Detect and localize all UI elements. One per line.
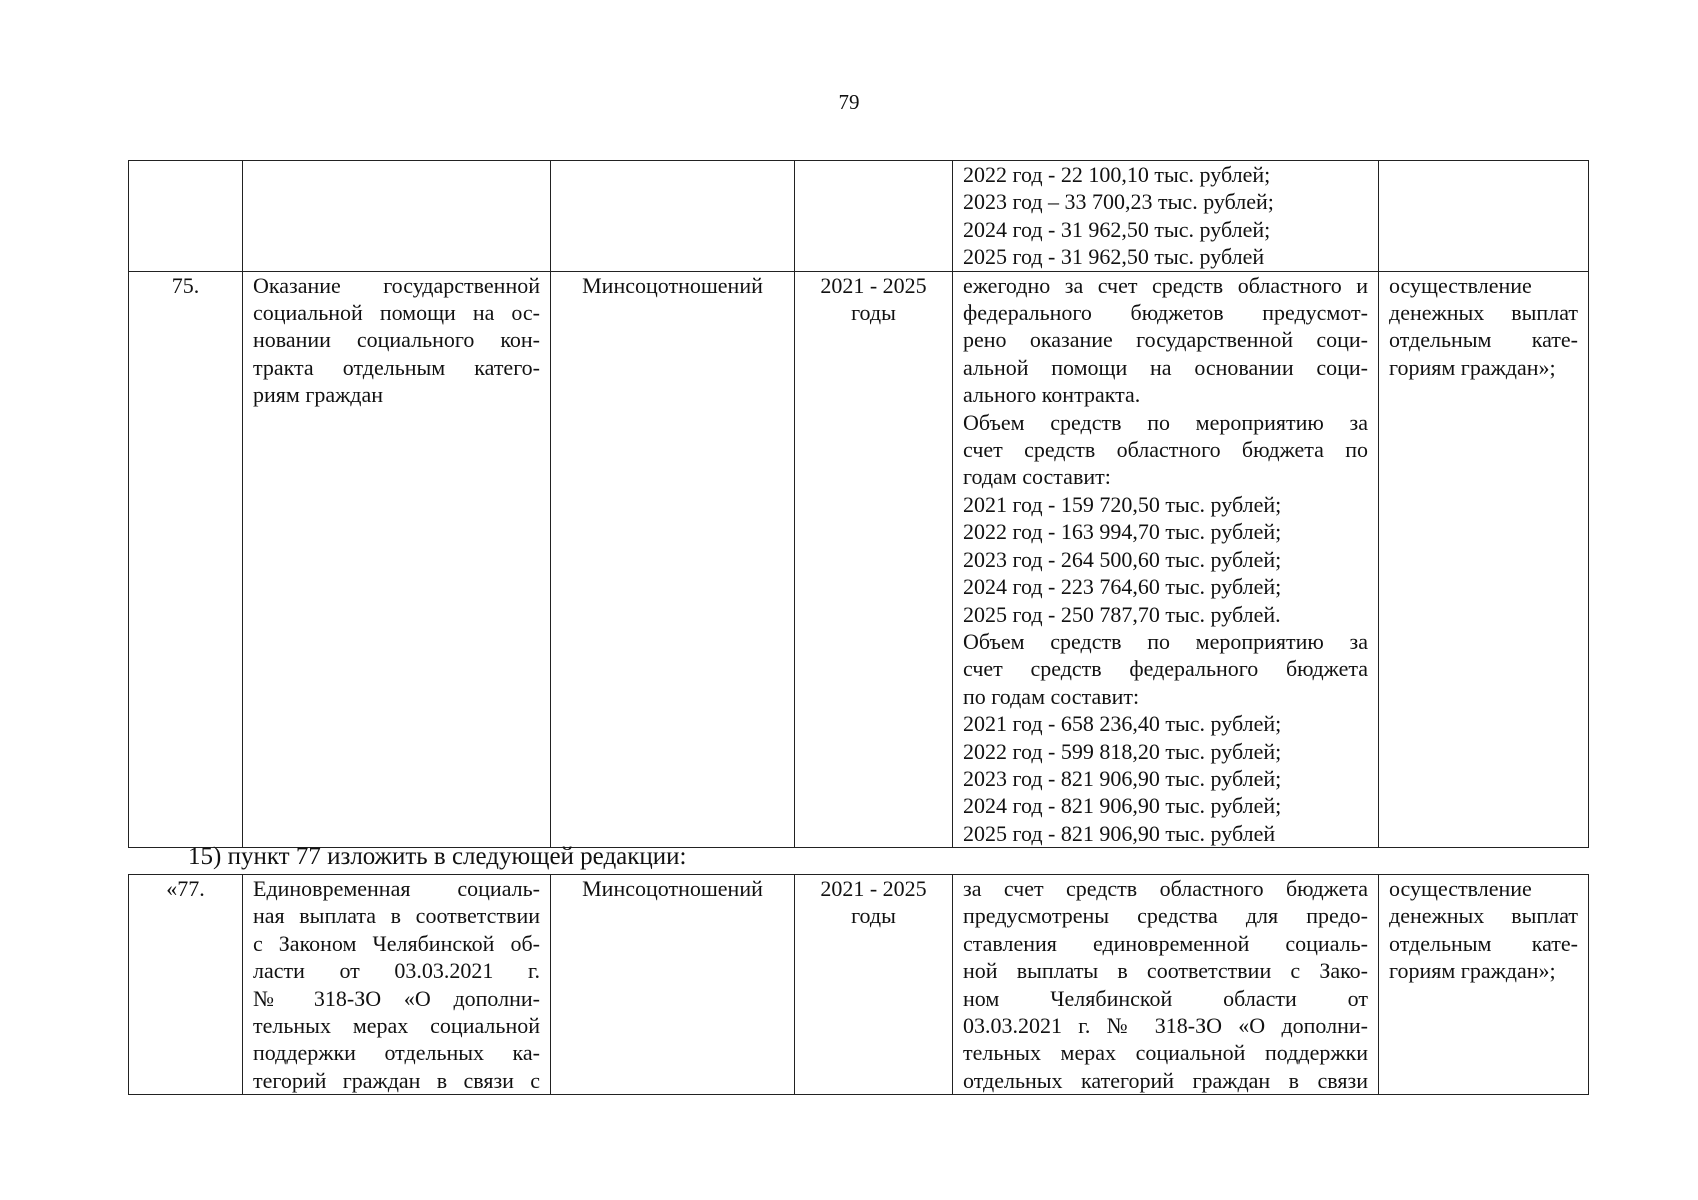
funding-line: 2022 год - 599 818,20 тыс. рублей; xyxy=(963,738,1282,764)
funding xyxy=(953,271,1379,848)
result-line: гориям граждан»; xyxy=(1389,958,1556,984)
result-line: денежных выплат xyxy=(1389,300,1578,326)
measure-name-line: Оказание государственной xyxy=(253,272,540,298)
funding-line: 2024 год - 821 906,90 тыс. рублей; xyxy=(963,793,1282,819)
measure-name-line: поддержки отдельных ка- xyxy=(253,1040,540,1066)
funding-line: 2021 год - 159 720,50 тыс. рублей; xyxy=(963,491,1282,517)
funding-line: по годам составит: xyxy=(963,683,1140,709)
table-row-77 xyxy=(129,875,1589,1095)
measure-name-line: тегорий граждан в связи с xyxy=(253,1067,540,1093)
funding-line: 2025 год - 250 787,70 тыс. рублей. xyxy=(963,601,1281,627)
funding-line: годам составит: xyxy=(963,464,1111,490)
table-row-continuation xyxy=(129,161,1589,272)
funding-line: счет средств федерального бюджета xyxy=(963,656,1368,682)
result-line: отдельным кате- xyxy=(1389,930,1578,956)
executor: Минсоцотношений xyxy=(551,875,795,1095)
expected-result xyxy=(1379,271,1589,848)
cell-measure-name xyxy=(243,161,551,272)
cell-number xyxy=(129,161,243,272)
funding-line: ежегодно за счет средств областного и xyxy=(963,272,1368,298)
funding-line: Объем средств по мероприятию за xyxy=(963,628,1368,654)
funding-line: 2022 год - 163 994,70 тыс. рублей; xyxy=(963,519,1282,545)
measure-name-line: тельных мерах социальной xyxy=(253,1013,540,1039)
page-number: 79 xyxy=(838,90,860,114)
table-row-75 xyxy=(129,271,1589,848)
period-line: 2021 - 2025 xyxy=(820,876,927,901)
funding-line: федерального бюджетов предусмот- xyxy=(963,300,1368,326)
funding-line: счет средств областного бюджета по xyxy=(963,437,1368,463)
executor: Минсоцотношений xyxy=(551,271,795,848)
amendment-instruction: 15) пункт 77 изложить в следующей редакции: xyxy=(188,843,687,870)
funding-line: отдельных категорий граждан в связи xyxy=(963,1067,1368,1093)
result-line: гориям граждан»; xyxy=(1389,354,1556,380)
funding-line: ном Челябинской области от xyxy=(963,985,1368,1011)
funding-line: 2023 год - 264 500,60 тыс. рублей; xyxy=(963,546,1282,572)
expected-result xyxy=(1379,875,1589,1095)
result-line: осуществление xyxy=(1389,272,1532,298)
measure-name-line: ласти от 03.03.2021 г. xyxy=(253,958,540,984)
funding-line: 2025 год - 31 962,50 тыс. рублей xyxy=(963,244,1265,270)
row-number: 75. xyxy=(129,271,243,848)
result-line: отдельным кате- xyxy=(1389,327,1578,353)
measure-name-line: социальной помощи на ос- xyxy=(253,300,540,326)
funding-line: 2025 год - 821 906,90 тыс. рублей xyxy=(963,820,1276,846)
funding-line: тельных мерах социальной поддержки xyxy=(963,1040,1368,1066)
period-line: годы xyxy=(851,300,896,326)
measures-table-item-77 xyxy=(128,874,1589,1095)
measure-name xyxy=(243,875,551,1095)
funding-line: 2023 год – 33 700,23 тыс. рублей; xyxy=(963,189,1274,215)
measure-name-line: № 318-ЗО «О дополни- xyxy=(253,985,540,1011)
cell-executor xyxy=(551,161,795,272)
period xyxy=(795,271,953,848)
funding-line: за счет средств областного бюджета xyxy=(963,876,1368,901)
funding-line: 2022 год - 22 100,10 тыс. рублей; xyxy=(963,162,1271,187)
funding-line: ставления единовременной социаль- xyxy=(963,930,1368,956)
measures-table-continued xyxy=(128,160,1589,848)
cell-funding xyxy=(953,161,1379,272)
funding-line: альной помощи на основании соци- xyxy=(963,354,1368,380)
funding-line: 2023 год - 821 906,90 тыс. рублей; xyxy=(963,765,1282,791)
measure-name-line: с Законом Челябинской об- xyxy=(253,930,540,956)
period xyxy=(795,875,953,1095)
result-line: денежных выплат xyxy=(1389,903,1578,929)
funding-line: рено оказание государственной соци- xyxy=(963,327,1368,353)
funding-line: 2024 год - 223 764,60 тыс. рублей; xyxy=(963,574,1282,600)
measure-name-line: новании социального кон- xyxy=(253,327,540,353)
funding-line: 2024 год - 31 962,50 тыс. рублей; xyxy=(963,216,1271,242)
funding-line: предусмотрены средства для предо- xyxy=(963,903,1368,929)
result-line: осуществление xyxy=(1389,876,1532,901)
measure-name-line: тракта отдельным катего- xyxy=(253,354,540,380)
funding-line: ной выплаты в соответствии с Зако- xyxy=(963,958,1368,984)
row-number: «77. xyxy=(129,875,243,1095)
funding-line: 2021 год - 658 236,40 тыс. рублей; xyxy=(963,711,1282,737)
cell-result xyxy=(1379,161,1589,272)
funding xyxy=(953,875,1379,1095)
cell-period xyxy=(795,161,953,272)
period-line: 2021 - 2025 xyxy=(820,272,927,298)
funding-line: ального контракта. xyxy=(963,382,1141,408)
measure-name-line: Единовременная социаль- xyxy=(253,876,540,901)
period-line: годы xyxy=(851,903,896,929)
funding-line: 03.03.2021 г. № 318-ЗО «О дополни- xyxy=(963,1013,1368,1039)
funding-line: Объем средств по мероприятию за xyxy=(963,409,1368,435)
measure-name-line: ная выплата в соответствии xyxy=(253,903,540,929)
measure-name xyxy=(243,271,551,848)
measure-name-line: риям граждан xyxy=(253,382,384,408)
